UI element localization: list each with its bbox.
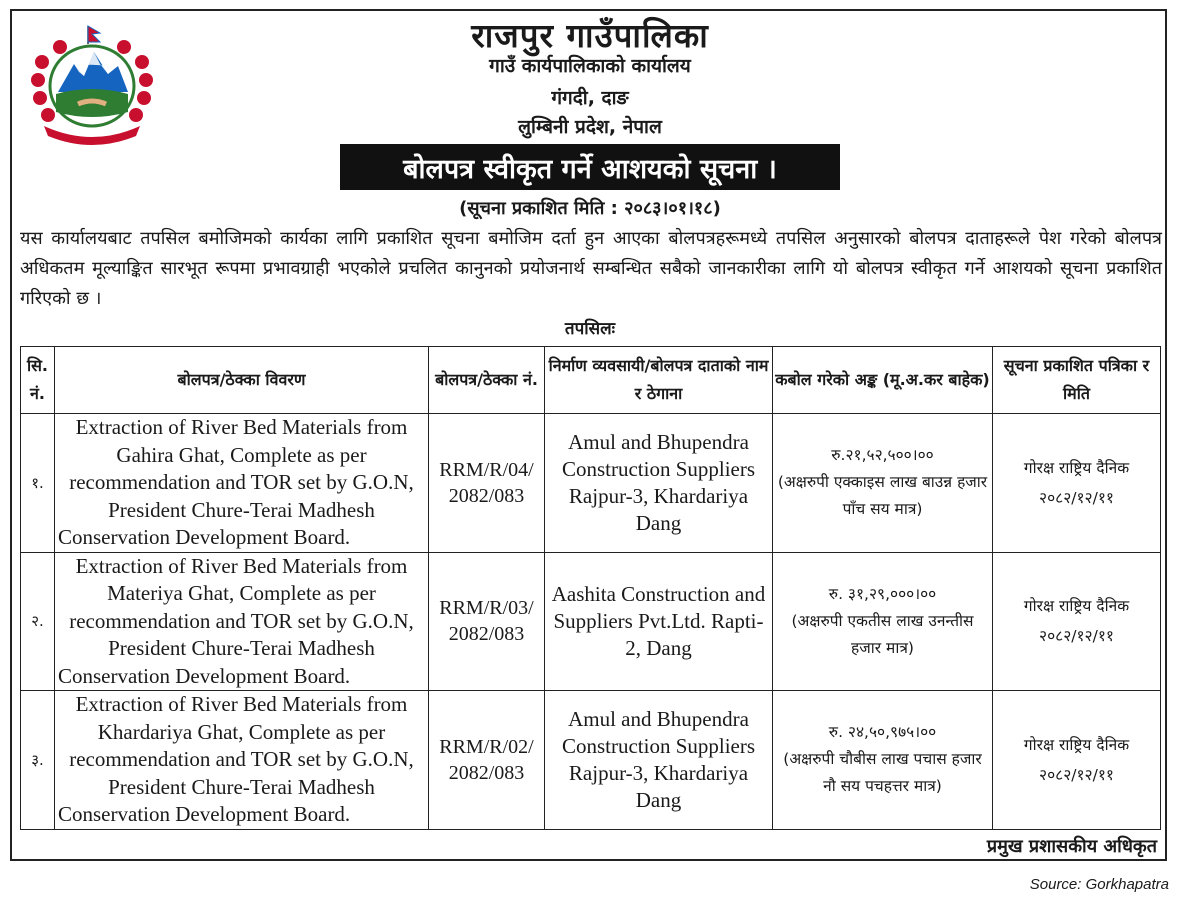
row-amount-words: (अक्षरुपी एक्काइस लाख बाउन्न हजार पाँच सय मात्र) [777,473,988,519]
header-sn: सि. नं. [21,347,55,414]
notice-heading-banner: बोलपत्र स्वीकृत गर्ने आशयको सूचना । [340,144,840,190]
office-location: गंगदी, दाङ [551,87,629,109]
row-amount-cell [773,414,993,553]
row-bidder: Aashita Construction and Suppliers Pvt.Ltd. Rapti-2, Dang [545,552,773,691]
row-paper: गोरक्ष राष्ट्रिय दैनिक [1023,597,1130,616]
row-amount: रु.२१,५२,५००।०० [831,446,934,465]
source-credit: Source: Gorkhapatra [1029,876,1169,893]
row-paper: गोरक्ष राष्ट्रिय दैनिक [1023,458,1130,477]
row-amount: रु. २४,५०,९७५।०० [828,723,937,742]
row-description: Extraction of River Bed Materials from Materiya Ghat, Complete as per recommendation and TOR set by G.O.N, President Chure-Terai Madhesh Conservation Development Board. [55,552,429,691]
header-amount: कबोल गरेको अङ्क (मू.अ.कर बाहेक) [773,347,993,414]
row-sn: २. [21,552,55,691]
header-ref: बोलपत्र/ठेक्का नं. [429,347,545,414]
header-paper: सूचना प्रकाशित पत्रिका र मिति [993,347,1161,414]
row-amount-cell [773,552,993,691]
table-row [21,691,1161,830]
row-bidder: Amul and Bhupendra Construction Suppliers Rajpur-3, Khardariya Dang [545,691,773,830]
row-paper: गोरक्ष राष्ट्रिय दैनिक [1023,735,1130,754]
row-amount-words: (अक्षरुपी एकतीस लाख उनन्तीस हजार मात्र) [791,611,974,657]
table-row [21,552,1161,691]
row-paper-cell [993,552,1161,691]
header-bidder: निर्माण व्यवसायी/बोलपत्र दाताको नाम र ठेगाना [545,347,773,414]
signatory-title: प्रमुख प्रशासकीय अधिकृत [986,836,1157,857]
office-name: गाउँ कार्यपालिकाको कार्यालय [489,55,691,77]
row-paper-date: २०८२/१२/११ [1039,488,1114,507]
row-amount-words: (अक्षरुपी चौबीस लाख पचास हजार नौ सय पचहत्तर मात्र) [783,750,982,796]
bid-table [20,346,1161,830]
row-paper-date: २०८२/१२/११ [1039,627,1114,646]
notice-body: यस कार्यालयबाट तपसिल बमोजिमको कार्यका लागि प्रकाशित सूचना बमोजिम दर्ता हुन आएका बोलपत्रहरूमध्ये तपसिल अनुसारको बोलपत्र दाताहरूले पेश गरेको बोलपत्र अधिकतम मूल्याङ्कित सारभूत रूपमा प्रभावग्राही भएकोले प्रचलित कानुनको प्रयोजनार्थ सम्बन्धित सबैको जानकारीका लागि यो बोलपत्र स्वीकृत गर्ने आशयको सूचना प्रकाशित गरिएको छ । [20,228,1162,309]
row-bidder: Amul and Bhupendra Construction Suppliers Rajpur-3, Khardariya Dang [545,414,773,553]
row-ref: RRM/R/02/ 2082/083 [429,691,545,830]
table-header-row [21,347,1161,414]
row-sn: १. [21,414,55,553]
publish-date: (सूचना प्रकाशित मिति : २०८३।०१।१८) [459,198,721,219]
row-ref: RRM/R/03/ 2082/083 [429,552,545,691]
details-label: तपसिलः [564,319,616,339]
row-paper-cell [993,691,1161,830]
row-description: Extraction of River Bed Materials from Gahira Ghat, Complete as per recommendation and TOR set by G.O.N, President Chure-Terai Madhesh Conservation Development Board. [55,414,429,553]
header-description: बोलपत्र/ठेक्का विवरण [55,347,429,414]
table-row [21,414,1161,553]
row-amount: रु. ३१,२९,०००।०० [828,584,937,603]
province-country: लुम्बिनी प्रदेश, नेपाल [518,116,662,138]
row-sn: ३. [21,691,55,830]
nepal-emblem-icon [22,22,162,152]
row-paper-date: २०८२/१२/११ [1039,765,1114,784]
row-description: Extraction of River Bed Materials from Khardariya Ghat, Complete as per recommendation and TOR set by G.O.N, President Chure-Terai Madhesh Conservation Development Board. [55,691,429,830]
row-paper-cell [993,414,1161,553]
municipality-title: राजपुर गाउँपालिका [471,16,709,55]
row-amount-cell [773,691,993,830]
row-ref: RRM/R/04/ 2082/083 [429,414,545,553]
